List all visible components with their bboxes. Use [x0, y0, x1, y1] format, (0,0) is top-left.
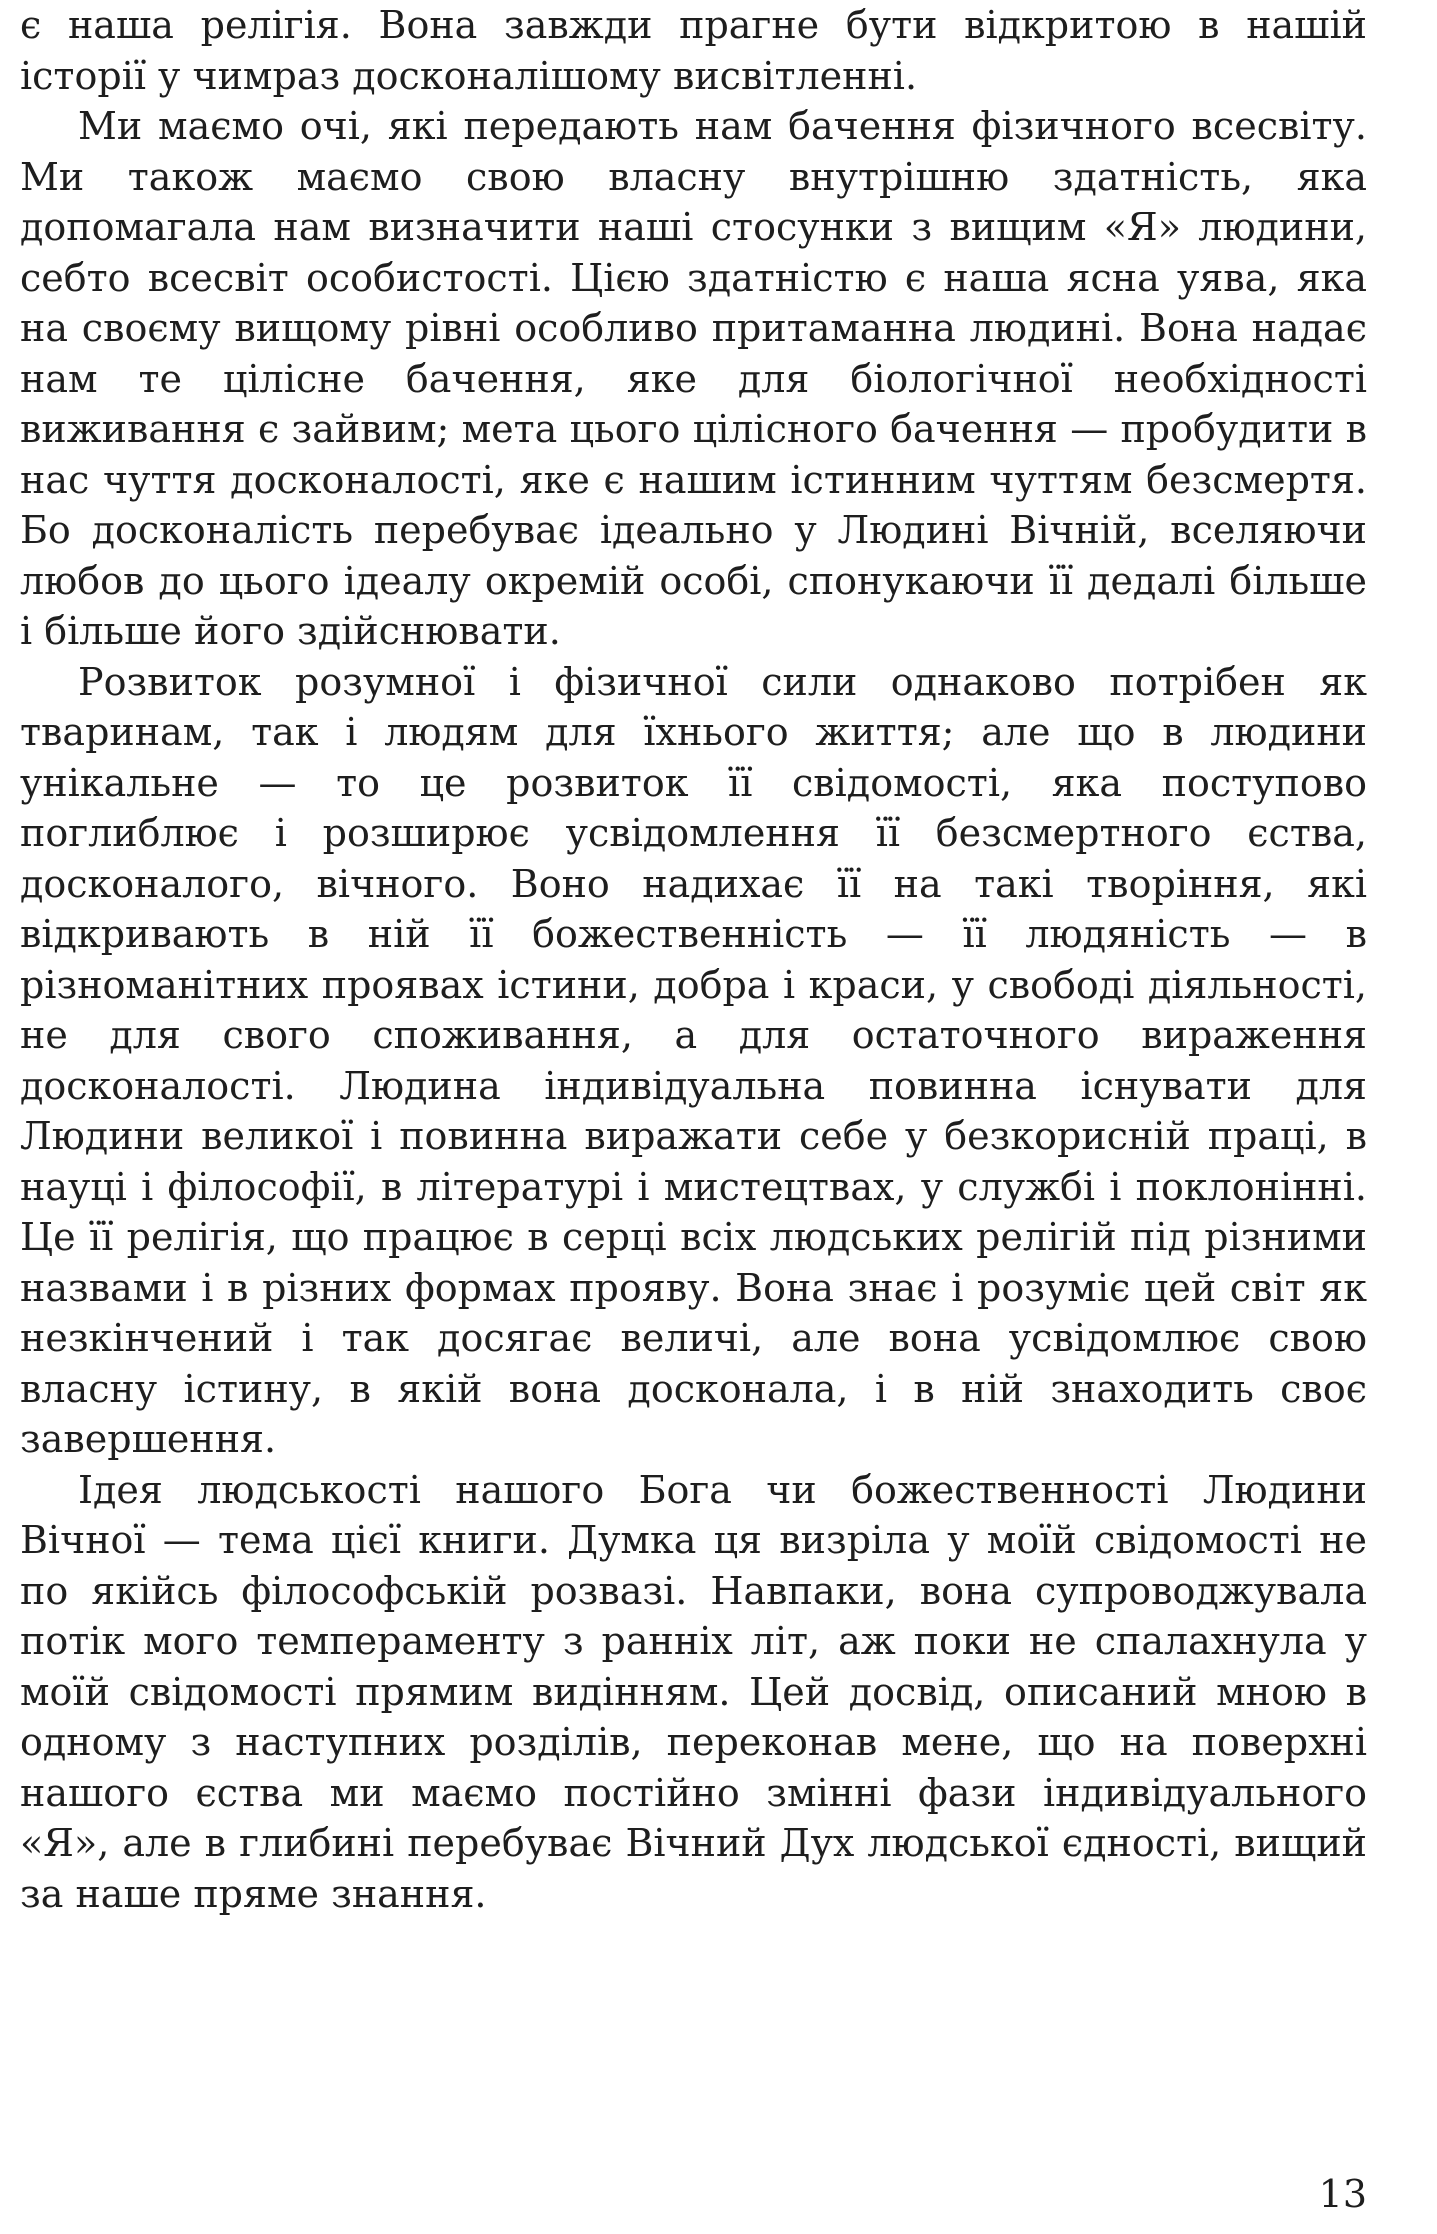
paragraph-3: Розвиток розумної і фізичної сили однаково потрібен як тваринам, так і людям для їхнього життя; але що в людини унікальне — то це розвиток її свідомості, яка поступово поглиблює і розширює усвідомлення її безсмертного єства, досконалого, вічного. Воно надихає її на такі творіння, які відкривають в ній її божественність — її людяність — в різноманітних проявах істини, добра і краси, у свободі діяльності, не для свого споживання, а для остаточного вираження досконалості. Людина індивідуальна повинна існувати для Людини великої і повинна виражати себе у безкорисній праці, в науці і філософії, в літературі і мистецтвах, у службі і поклонінні. Це її релігія, що працює в серці всіх людських релігій під різними назвами і в різних формах прояву. Вона знає і розуміє цей світ як незкінчений і так досягає величі, але вона усвідомлює свою власну істину, в якій вона досконала, і в ній знаходить своє завершення. [20, 659, 1367, 1461]
page-body [20, 0, 1367, 1919]
page-number: 13 [1318, 2172, 1367, 2216]
paragraph-2: Ми маємо очі, які передають нам бачення фізичного всесвіту. Ми також маємо свою власну внутрішню здатність, яка допомагала нам визначити наші стосунки з вищим «Я» людини, себто всесвіт особистості. Цією здатністю є наша ясна уява, яка на своєму вищому рівні особливо притаманна людині. Вона надає нам те цілісне бачення, яке для біологічної необхідності виживання є зайвим; мета цього цілісного бачення — пробудити в нас чуття досконалості, яке є нашим істинним чуттям безсмертя. Бо досконалість перебуває ідеально у Людині Вічній, вселяючи любов до цього ідеалу окремій особі, спонукаючи її дедалі більше і більше його здійснювати. [20, 104, 1367, 653]
paragraph-4: Ідея людськості нашого Бога чи божественності Людини Вічної — тема цієї книги. Думка ця визріла у моїй свідомості не по якійсь філософській розвазі. Навпаки, вона супроводжувала потік мого темпераменту з ранніх літ, аж поки не спалахнула у моїй свідомості прямим видінням. Цей досвід, описаний мною в одному з наступних розділів, переконав мене, що на поверхні нашого єства ми маємо постійно змінні фази індивідуального «Я», але в глибині перебуває Вічний Дух людської єдності, вищий за наше пряме знання. [20, 1467, 1367, 1916]
paragraph-1: є наша релігія. Вона завжди прагне бути відкритою в нашій історії у чимраз досконалішому висвітленні. [20, 3, 1367, 98]
